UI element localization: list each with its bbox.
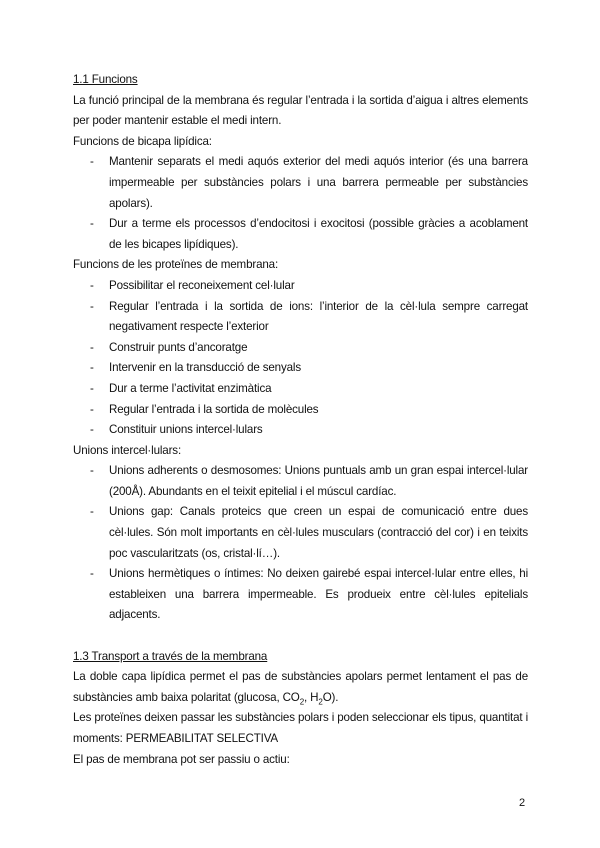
list-item-text: Intervenir en la transducció de senyals: [109, 361, 301, 375]
list-item: [73, 297, 528, 338]
list-item-text: Regular l’entrada i la sortida de molècules: [109, 402, 319, 416]
protein-functions-list: [73, 276, 528, 441]
dash-bullet: -: [90, 423, 94, 437]
section-heading-funcions: 1.1 Funcions: [73, 73, 138, 86]
subscript: 2: [299, 697, 304, 707]
dash-bullet: -: [90, 278, 94, 292]
list-item-text: Unions hermètiques o íntimes: No deixen gairebé espai intercel·lular entre elles, hi estableixen una barrera impermeable. Es produeix entre cèl·lules epitelials adjacents.: [109, 567, 528, 622]
list-item: [73, 358, 528, 379]
section-spacer: [73, 626, 528, 647]
section-heading-transport: 1.3 Transport a través de la membrana: [73, 649, 268, 663]
bilayer-functions-list: [73, 152, 528, 255]
page-number: 2: [519, 797, 526, 809]
list-item: [73, 379, 528, 400]
dash-bullet: -: [90, 217, 94, 231]
list-item-text: Construir punts d’ancoratge: [109, 340, 248, 354]
list-item-text: Dur a terme els processos d’endocitosi i exocitosi (possible gràcies a acoblament de les bicapes lipídiques).: [109, 217, 528, 251]
list-item: [73, 502, 528, 564]
list-item: [73, 338, 528, 359]
transport-paragraph-1: [73, 667, 528, 708]
list-item: [73, 152, 528, 214]
dash-bullet: -: [90, 402, 94, 416]
list-item-text: Constituir unions intercel·lulars: [109, 423, 263, 437]
list-item-text: Mantenir separats el medi aquós exterior del medi aquós interior (és una barrera impermeable per substàncies polars i una barrera permeable per substàncies apolars).: [109, 155, 528, 210]
list-item-text: Unions adherents o desmosomes: Unions puntuals amb un gran espai intercel·lular (200Å). Abundants en el teixit epitelial i el múscul cardíac.: [109, 464, 528, 498]
list-item: [73, 276, 528, 297]
text-run: , H: [304, 690, 319, 704]
list-item-text: Regular l’entrada i la sortida de ions: l’interior de la cèl·lula sempre carregat negativament respecte l’exterior: [109, 299, 528, 334]
intro-paragraph: La funció principal de la membrana és regular l’entrada i la sortida d’aigua i altres elements per poder mantenir estable el medi intern.: [73, 93, 528, 128]
intercellular-unions-title: Unions intercel·lulars:: [73, 443, 182, 457]
text-run: La doble capa lipídica permet el pas de substàncies apolars permet lentament el pas de substàncies amb baixa polaritat (glucosa, CO: [73, 670, 528, 704]
dash-bullet: -: [90, 155, 94, 169]
dash-bullet: -: [90, 361, 94, 375]
list-item-text: Possibilitar el reconeixement cel·lular: [109, 278, 295, 292]
dash-bullet: -: [90, 340, 94, 354]
subscript: 2: [318, 697, 323, 707]
list-item: [73, 564, 528, 626]
list-item: [73, 400, 528, 421]
list-item-text: Dur a terme l’activitat enzimàtica: [109, 381, 272, 395]
transport-paragraph-3: El pas de membrana pot ser passiu o actiu:: [73, 752, 290, 766]
dash-bullet: -: [90, 567, 94, 581]
text-run: O).: [322, 690, 339, 704]
dash-bullet: -: [90, 505, 94, 519]
list-item: [73, 461, 528, 502]
page-content: [73, 70, 528, 770]
dash-bullet: -: [90, 464, 94, 478]
list-item-text: Unions gap: Canals proteics que creen un espai de comunicació entre dues cèl·lules. Són molt importants en cèl·lules musculars (contracció del cor) i en teixits poc vascularitzats (os, cristal·lí…).: [109, 505, 528, 560]
protein-functions-title: Funcions de les proteïnes de membrana:: [73, 258, 279, 272]
transport-paragraph-2: Les proteïnes deixen passar les substàncies polars i poden seleccionar els tipus, quantitat i moments: PERMEABILITAT SELECTIVA: [73, 711, 528, 745]
bilayer-functions-title: Funcions de bicapa lipídica:: [73, 134, 212, 148]
dash-bullet: -: [90, 381, 94, 395]
list-item: [73, 214, 528, 255]
list-item: [73, 420, 528, 441]
intercellular-unions-list: [73, 461, 528, 626]
dash-bullet: -: [90, 299, 94, 313]
